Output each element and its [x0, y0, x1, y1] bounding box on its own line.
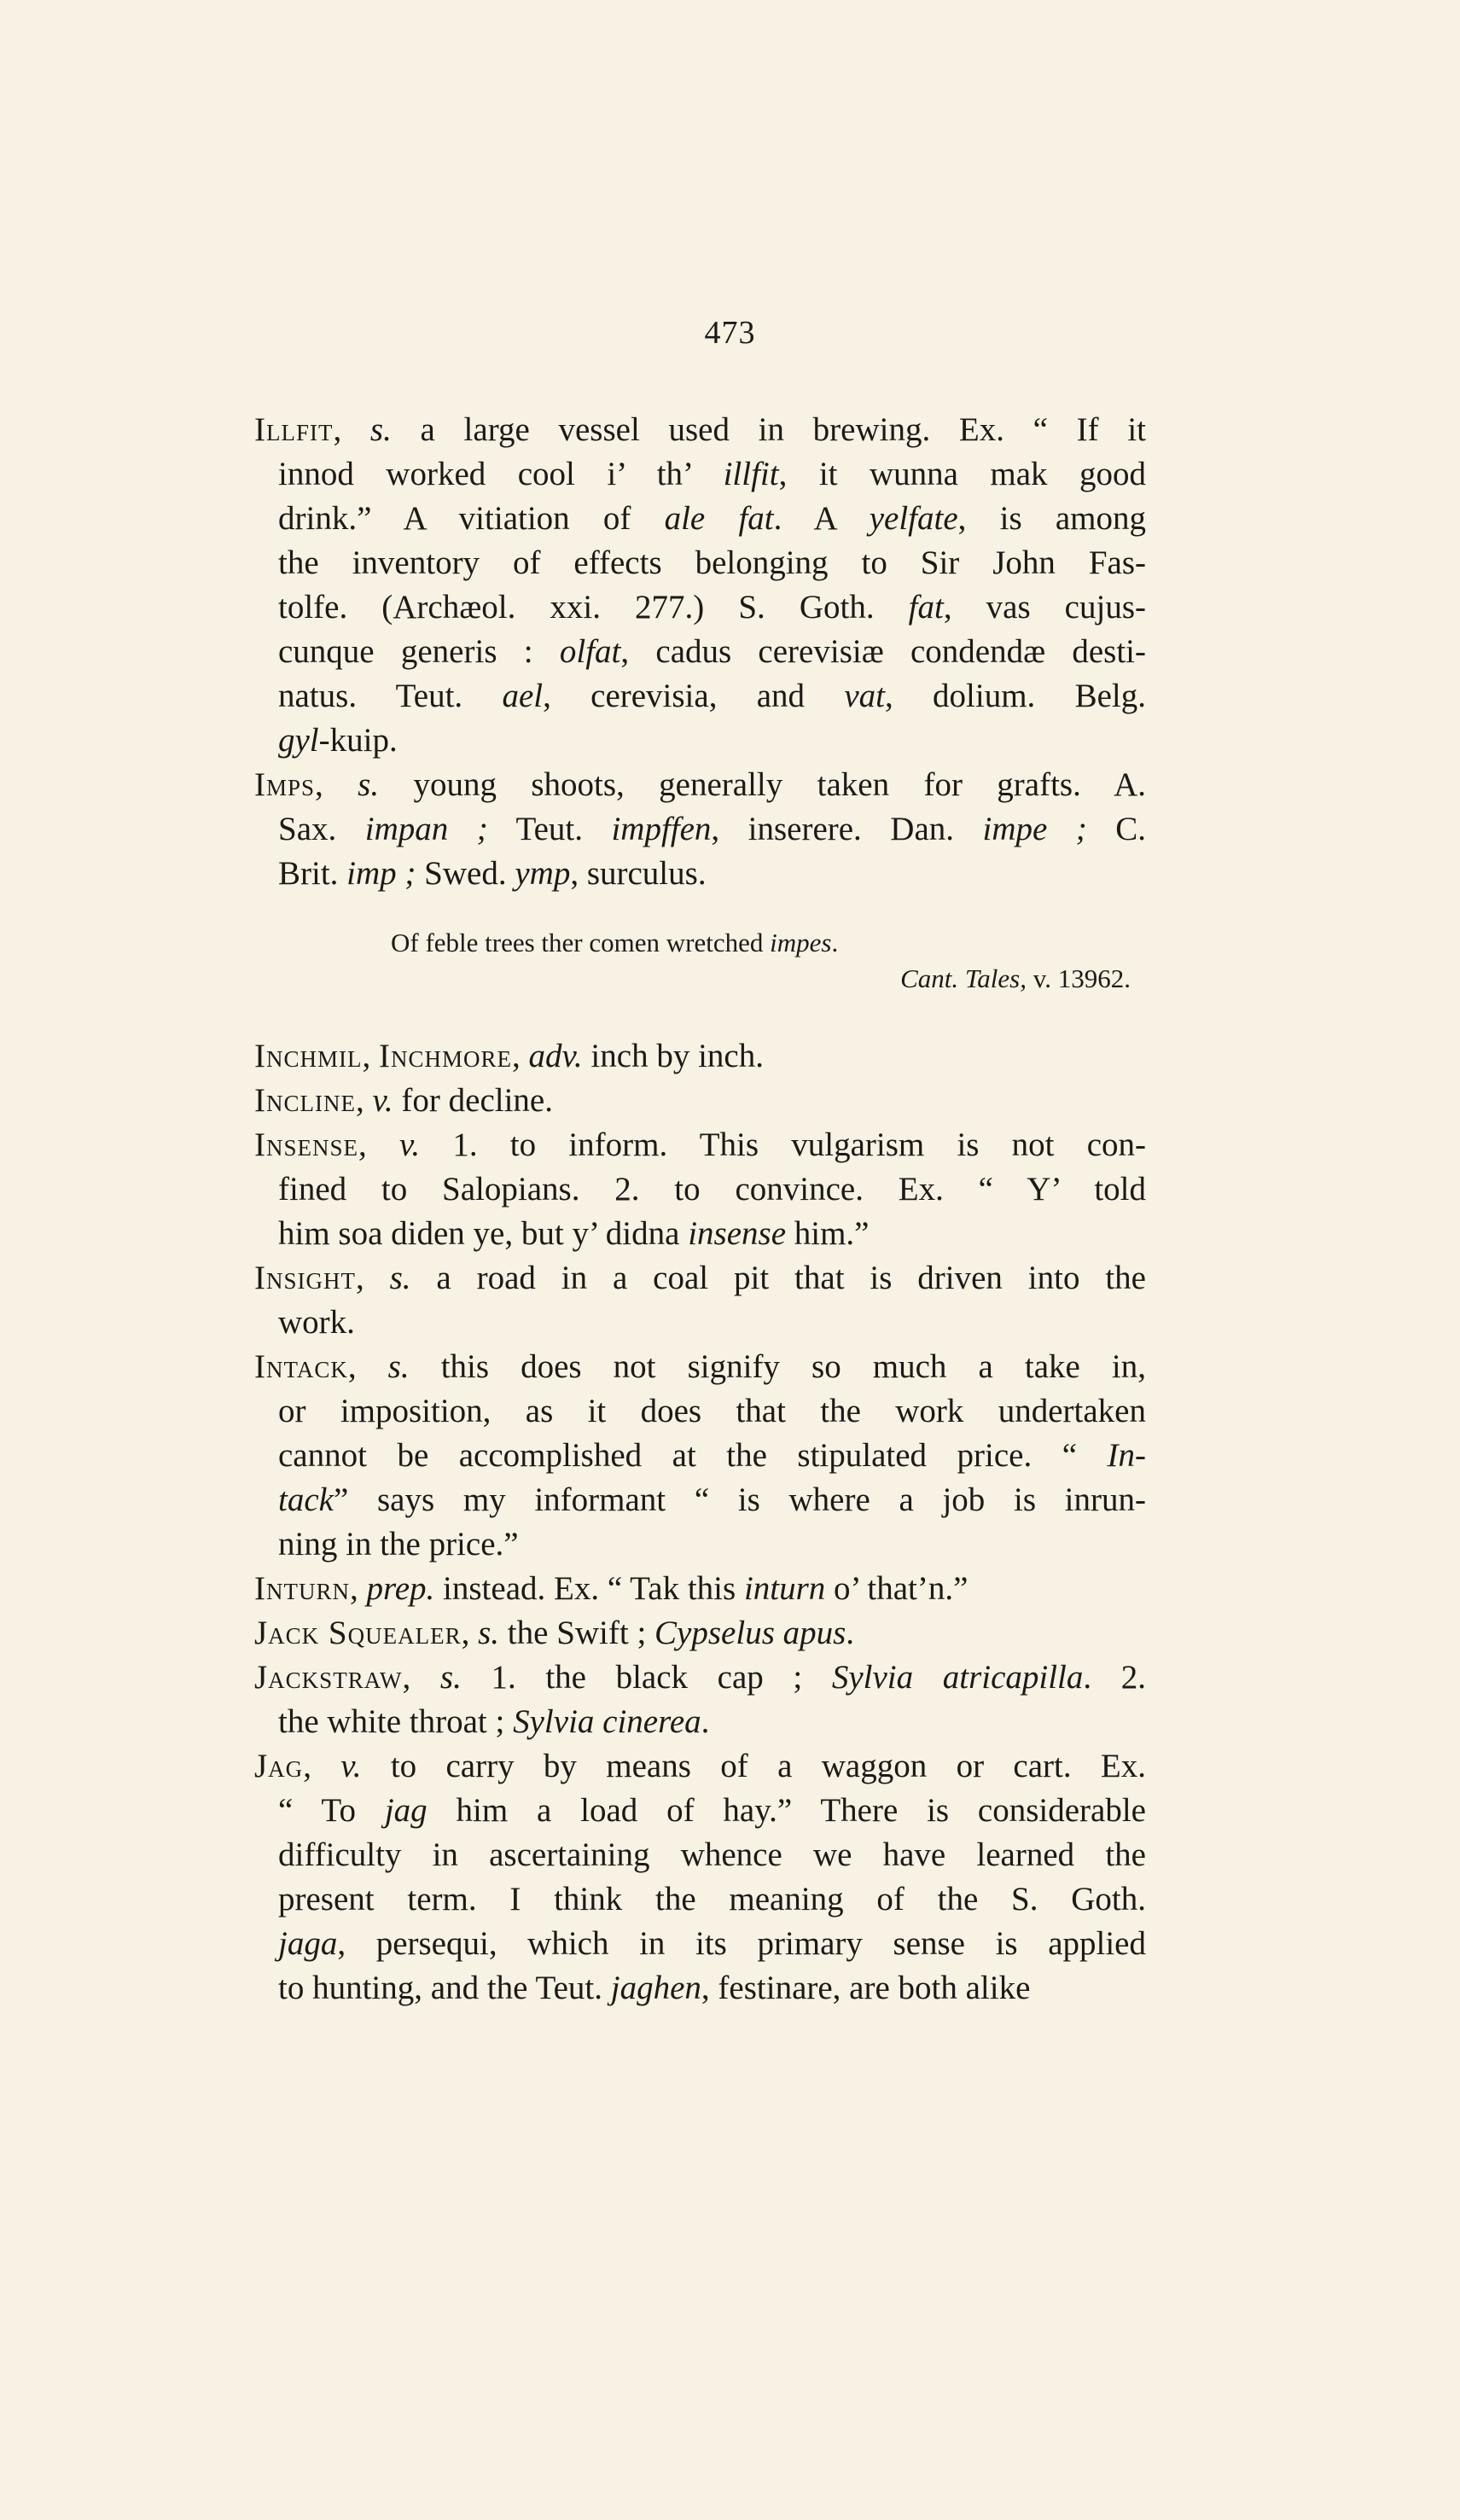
- entry-line: Insense, v. 1. to inform. This vulgarism is not con-: [254, 1126, 1146, 1163]
- entry-line: present term. I think the meaning of the S. Goth.: [278, 1881, 1146, 1918]
- glossary-entry-jackstraw: [254, 1656, 1146, 1744]
- glossary-entry-incline: [254, 1079, 1146, 1123]
- glossary-text: [254, 408, 1146, 2011]
- entry-line: Jag, v. to carry by means of a waggon or cart. Ex.: [254, 1748, 1147, 1784]
- entry-line: the inventory of effects belonging to Sir John Fas-: [278, 544, 1146, 581]
- glossary-entry-inturn: [254, 1567, 1146, 1611]
- entry-line: natus. Teut. ael, cerevisia, and vat, dolium. Belg.: [278, 678, 1146, 714]
- entry-line: Brit. imp ; Swed. ymp, surculus.: [278, 855, 707, 892]
- entry-line: Imps, s. young shoots, generally taken for grafts. A.: [254, 766, 1146, 803]
- citation-title: Cant. Tales,: [900, 963, 1027, 993]
- entry-line: work.: [278, 1304, 355, 1341]
- glossary-entry-imps: [254, 763, 1146, 896]
- entry-line: difficulty in ascertaining whence we have learned the: [278, 1836, 1146, 1873]
- entry-line: Sax. impan ; Teut. impffen, inserere. Dan. impe ; C.: [278, 811, 1146, 847]
- entry-line: Illfit, s. a large vessel used in brewing. Ex. “ If it: [254, 411, 1146, 448]
- glossary-entry-insight: [254, 1256, 1146, 1345]
- glossary-entry-illfit: [254, 408, 1146, 763]
- quotation-citation: [254, 961, 1146, 997]
- entry-line: drink.” A vitiation of ale fat. A yelfate, is among: [278, 500, 1146, 537]
- glossary-entry-insense: [254, 1123, 1146, 1256]
- entry-line: jaga, persequi, which in its primary sense is applied: [278, 1925, 1146, 1962]
- entry-line: tack” says my informant “ is where a job is inrun-: [278, 1481, 1146, 1518]
- entry-line: Jackstraw, s. 1. the black cap ; Sylvia atricapilla. 2.: [254, 1659, 1147, 1696]
- quotation-line: Of feble trees ther comen wretched impes.: [391, 928, 839, 957]
- glossary-entry-jack-squealer: [254, 1611, 1146, 1656]
- glossary-entry-jag: [254, 1744, 1146, 2011]
- quotation-block: [254, 925, 1146, 997]
- entry-line: or imposition, as it does that the work undertaken: [278, 1393, 1146, 1429]
- entries-group-a: [254, 408, 1146, 896]
- entries-group-b: [254, 1034, 1146, 2011]
- glossary-entry-inchmil: [254, 1034, 1146, 1079]
- entry-line: Inturn, prep. instead. Ex. “ Tak this inturn o’ that’n.”: [254, 1570, 968, 1607]
- entry-line: fined to Salopians. 2. to convince. Ex. “ Y’ told: [278, 1171, 1146, 1208]
- entry-line: cunque generis : olfat, cadus cerevisiæ condendæ desti-: [278, 633, 1147, 670]
- glossary-entry-intack: [254, 1345, 1146, 1567]
- entry-line: him soa diden ye, but y’ didna insense him.”: [278, 1215, 870, 1252]
- entry-line: to hunting, and the Teut. jaghen, festinare, are both alike: [278, 1970, 1031, 2006]
- entry-line: ning in the price.”: [278, 1526, 519, 1563]
- entry-line: cannot be accomplished at the stipulated price. “ In-: [278, 1437, 1146, 1474]
- entry-line: tolfe. (Archæol. xxi. 277.) S. Goth. fat, vas cujus-: [278, 589, 1146, 626]
- citation-reference: v. 13962.: [1032, 963, 1131, 993]
- entry-line: Intack, s. this does not signify so much a take in,: [254, 1348, 1147, 1385]
- entry-line: innod worked cool i’ th’ illfit, it wunna mak good: [278, 456, 1146, 492]
- entry-line: the white throat ; Sylvia cinerea.: [278, 1703, 710, 1740]
- entry-line: gyl-kuip.: [278, 722, 398, 759]
- page-number: 473: [704, 315, 756, 351]
- entry-line: Inchmil, Inchmore, adv. inch by inch.: [254, 1038, 764, 1074]
- entry-line: Jack Squealer, s. the Swift ; Cypselus apus.: [254, 1615, 855, 1651]
- entry-line: Incline, v. for decline.: [254, 1082, 553, 1119]
- entry-line: “ To jag him a load of hay.” There is considerable: [278, 1792, 1146, 1829]
- entry-line: Insight, s. a road in a coal pit that is driven into the: [254, 1260, 1146, 1296]
